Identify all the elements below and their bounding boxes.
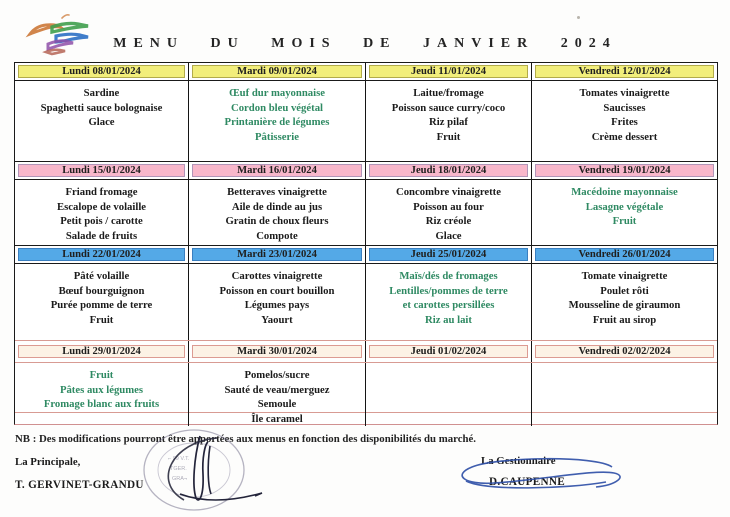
menu-cell [15, 81, 189, 161]
menu-item: Riz créole [425, 215, 472, 228]
menu-item: Fromage blanc aux fruits [43, 398, 160, 411]
menu-cell [15, 264, 189, 340]
menu-item: Cordon bleu végétal [230, 101, 324, 114]
menu-item: Carottes vinaigrette [231, 270, 323, 282]
day-header-jeudi: Jeudi 11/01/2024 [369, 65, 528, 78]
day-header-jeudi: Jeudi 18/01/2024 [369, 164, 528, 177]
menu-item: Légumes pays [244, 299, 310, 312]
menu-item: Mousseline de giraumon [568, 299, 681, 312]
menu-item: Saucisses [603, 101, 646, 114]
menu-item: Sauté de veau/merguez [224, 383, 330, 396]
menu-item: Sardine [83, 87, 120, 99]
menu-item: Pâtes aux légumes [59, 383, 144, 396]
day-header-mardi: Mardi 23/01/2024 [192, 248, 362, 261]
menu-cell [189, 180, 366, 245]
menu-item: Fruit [89, 313, 114, 326]
manager-name: D.CAUPENNE [489, 476, 566, 488]
week-1-menu-row [15, 81, 717, 161]
menu-item: Yaourt [261, 313, 293, 326]
menu-item: Crème dessert [591, 130, 658, 143]
menu-cell [366, 180, 532, 245]
menu-item: Fruit [436, 130, 461, 143]
menu-item: Glace [88, 116, 115, 129]
day-header-jeudi: Jeudi 01/02/2024 [369, 345, 528, 358]
day-header-vendredi: Vendredi 19/01/2024 [535, 164, 714, 177]
day-header-jeudi: Jeudi 25/01/2024 [369, 248, 528, 261]
menu-item: Compote [256, 229, 298, 242]
official-stamp [122, 428, 272, 514]
menu-item: Poisson en court bouillon [219, 284, 335, 297]
menu-item: Tomate vinaigrette [581, 270, 668, 282]
day-header-vendredi: Vendredi 26/01/2024 [535, 248, 714, 261]
menu-item: Œuf dur mayonnaise [228, 87, 325, 99]
day-header-lundi: Lundi 08/01/2024 [18, 65, 185, 78]
menu-item: Printanière de légumes [224, 116, 330, 129]
menu-item: Spaghetti sauce bolognaise [40, 101, 163, 114]
menu-item: Fruit [89, 369, 114, 381]
manager-signature [446, 447, 636, 502]
svg-text:TGER.: TGER. [170, 466, 187, 472]
week-3-header-row [15, 245, 717, 264]
menu-cell [189, 81, 366, 161]
menu-item: Lentilles/pommes de terre [389, 284, 508, 297]
menu-item: Poisson au four [413, 200, 484, 213]
menu-item: Poulet rôti [600, 284, 649, 297]
menu-cell [532, 264, 717, 340]
day-header-mardi: Mardi 09/01/2024 [192, 65, 362, 78]
menu-cell [532, 180, 717, 245]
menu-item: Petit pois / carotte [60, 215, 143, 228]
menu-item: Poisson sauce curry/coco [391, 101, 506, 114]
scan-speck [577, 16, 580, 19]
menu-item: Bœuf bourguignon [58, 284, 145, 297]
menu-item: Betteraves vinaigrette [227, 186, 327, 198]
menu-item: Semoule [257, 398, 297, 411]
principal-title: La Principale, [15, 456, 81, 468]
menu-item: Tomates vinaigrette [579, 87, 670, 99]
menu-item: Friand fromage [65, 186, 138, 198]
menu-item: Laitue/fromage [413, 87, 484, 99]
menu-item: Gratin de choux fleurs [225, 215, 329, 228]
menu-cell [366, 264, 532, 340]
menu-item: Aile de dinde au jus [231, 200, 323, 213]
menu-table [14, 62, 718, 425]
principal-name: T. GERVINET-GRANDU [15, 479, 144, 491]
menu-item: Frites [611, 116, 638, 129]
week-3-menu-row [15, 264, 717, 340]
svg-text:⌐ 99 V.T.: ⌐ 99 V.T. [168, 456, 190, 462]
menu-cell [532, 81, 717, 161]
menu-item: Lasagne végétale [585, 200, 664, 213]
menu-item: et carottes persillées [402, 299, 495, 312]
day-header-lundi: Lundi 29/01/2024 [18, 345, 185, 358]
menu-item: Pâté volaille [73, 270, 130, 282]
menu-item: Salade de fruits [65, 229, 138, 242]
menu-item: Pomelos/sucre [244, 369, 310, 381]
day-header-lundi: Lundi 22/01/2024 [18, 248, 185, 261]
menu-cell [15, 180, 189, 245]
svg-text:GRA¬: GRA¬ [172, 476, 188, 482]
menu-item: Riz pilaf [429, 116, 468, 129]
menu-item: Île caramel [251, 412, 303, 425]
week-4-header-row [15, 340, 717, 363]
menu-item: Escalope de volaille [56, 200, 147, 213]
menu-item: Purée pomme de terre [50, 299, 153, 312]
menu-item: Pâtisserie [255, 130, 299, 143]
day-header-vendredi: Vendredi 02/02/2024 [535, 345, 714, 358]
menu-item: Maïs/dés de fromages [399, 270, 498, 282]
week-1-header-row [15, 63, 717, 81]
day-header-mardi: Mardi 16/01/2024 [192, 164, 362, 177]
menu-item: Macédoine mayonnaise [571, 186, 678, 198]
page-title: MENU DU MOIS DE JANVIER 2024 [113, 36, 617, 51]
menu-item: Glace [435, 229, 462, 242]
menu-item: Riz au lait [425, 313, 472, 326]
day-header-mardi: Mardi 30/01/2024 [192, 345, 362, 358]
menu-cell [189, 264, 366, 340]
table-bottom-strip [15, 412, 717, 424]
week-2-menu-row [15, 180, 717, 245]
day-header-lundi: Lundi 15/01/2024 [18, 164, 185, 177]
manager-title: La Gestionnaire [481, 455, 556, 467]
menu-cell [366, 81, 532, 161]
menu-item: Concombre vinaigrette [396, 186, 501, 198]
week-4-menu-row [15, 363, 717, 425]
day-header-vendredi: Vendredi 12/01/2024 [535, 65, 714, 78]
menu-item: Fruit au sirop [592, 313, 657, 326]
menu-item: Fruit [612, 215, 637, 228]
week-2-header-row [15, 161, 717, 180]
nb-note: NB : Des modifications pourront être apportées aux menus en fonction des disponibilités du marché. [15, 433, 476, 445]
